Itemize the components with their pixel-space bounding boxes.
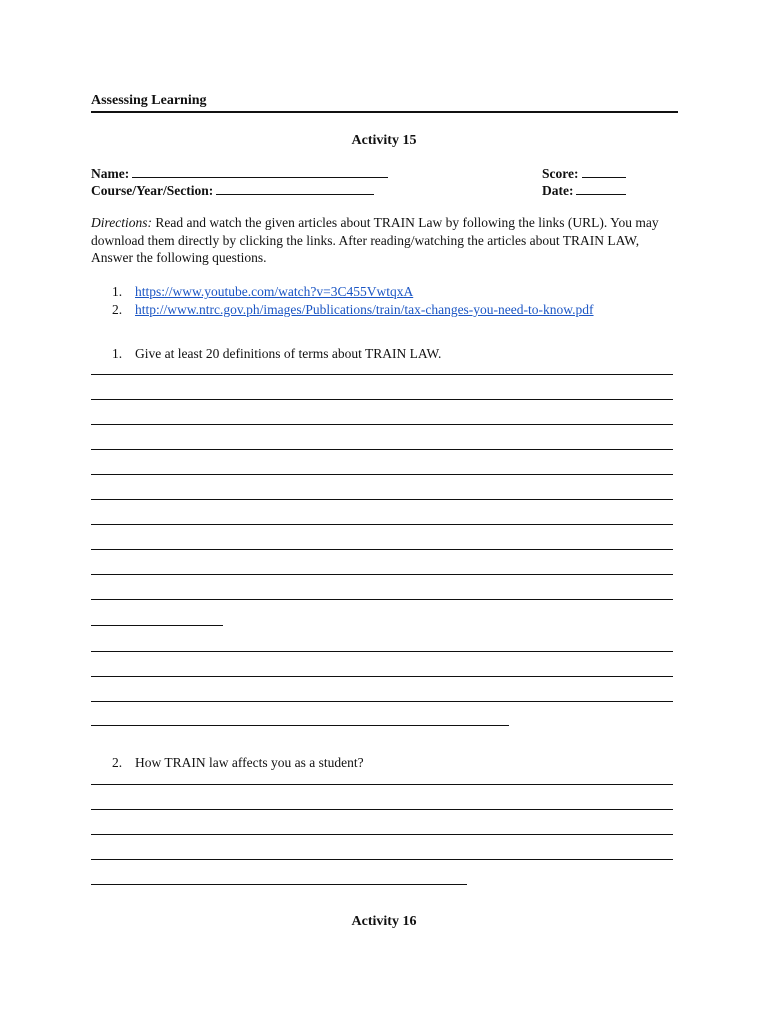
question-number: 1. xyxy=(112,346,123,361)
answer-line[interactable] xyxy=(91,549,673,550)
date-blank[interactable] xyxy=(576,183,626,195)
answer-line[interactable] xyxy=(91,809,673,810)
score-blank[interactable] xyxy=(582,166,626,178)
course-label: Course/Year/Section: xyxy=(91,183,214,198)
answer-line[interactable] xyxy=(91,651,673,652)
ntrc-pdf-link[interactable]: http://www.ntrc.gov.ph/images/Publications/train/tax-changes-you-need-to-know.pdf xyxy=(135,302,594,317)
name-field xyxy=(91,166,388,182)
answer-line[interactable] xyxy=(91,374,673,375)
course-field xyxy=(91,183,374,199)
answer-line[interactable] xyxy=(91,884,467,885)
question-2 xyxy=(112,755,364,771)
answer-line[interactable] xyxy=(91,449,673,450)
activity-15-title: Activity 15 xyxy=(351,133,417,148)
activity-16-title: Activity 16 xyxy=(351,914,417,929)
section-header: Assessing Learning xyxy=(91,93,678,113)
question-text: Give at least 20 definitions of terms about TRAIN LAW. xyxy=(135,346,442,361)
name-label: Name: xyxy=(91,166,130,181)
answer-line[interactable] xyxy=(91,725,509,726)
score-label: Score: xyxy=(542,166,579,181)
youtube-link[interactable]: https://www.youtube.com/watch?v=3C455VwtqxA xyxy=(135,284,414,299)
link-number: 1. xyxy=(112,284,123,299)
answer-line[interactable] xyxy=(91,399,673,400)
directions-text: Read and watch the given articles about TRAIN Law by following the links (URL). You may download them directly by clicking the links. After reading/watching the articles about TRAIN LAW, Answer the following questions. xyxy=(91,215,659,265)
answer-line[interactable] xyxy=(91,424,673,425)
question-text: How TRAIN law affects you as a student? xyxy=(135,755,364,770)
question-1 xyxy=(112,346,441,362)
date-label: Date: xyxy=(542,183,574,198)
answer-line[interactable] xyxy=(91,474,673,475)
links-list xyxy=(112,283,594,319)
directions-paragraph xyxy=(91,214,681,267)
answer-line[interactable] xyxy=(91,784,673,785)
question-number: 2. xyxy=(112,755,123,770)
link-number: 2. xyxy=(112,302,123,317)
answer-line[interactable] xyxy=(91,701,673,702)
name-blank[interactable] xyxy=(132,166,388,178)
score-field xyxy=(542,166,626,182)
date-field xyxy=(542,183,626,199)
link-item xyxy=(112,283,594,301)
answer-line[interactable] xyxy=(91,834,673,835)
answer-line[interactable] xyxy=(91,574,673,575)
answer-line[interactable] xyxy=(91,499,673,500)
answer-line[interactable] xyxy=(91,676,673,677)
answer-line[interactable] xyxy=(91,859,673,860)
answer-line[interactable] xyxy=(91,524,673,525)
answer-line[interactable] xyxy=(91,599,673,600)
directions-label: Directions: xyxy=(91,215,152,230)
link-item xyxy=(112,301,594,319)
course-blank[interactable] xyxy=(216,183,374,195)
answer-line[interactable] xyxy=(91,625,223,626)
